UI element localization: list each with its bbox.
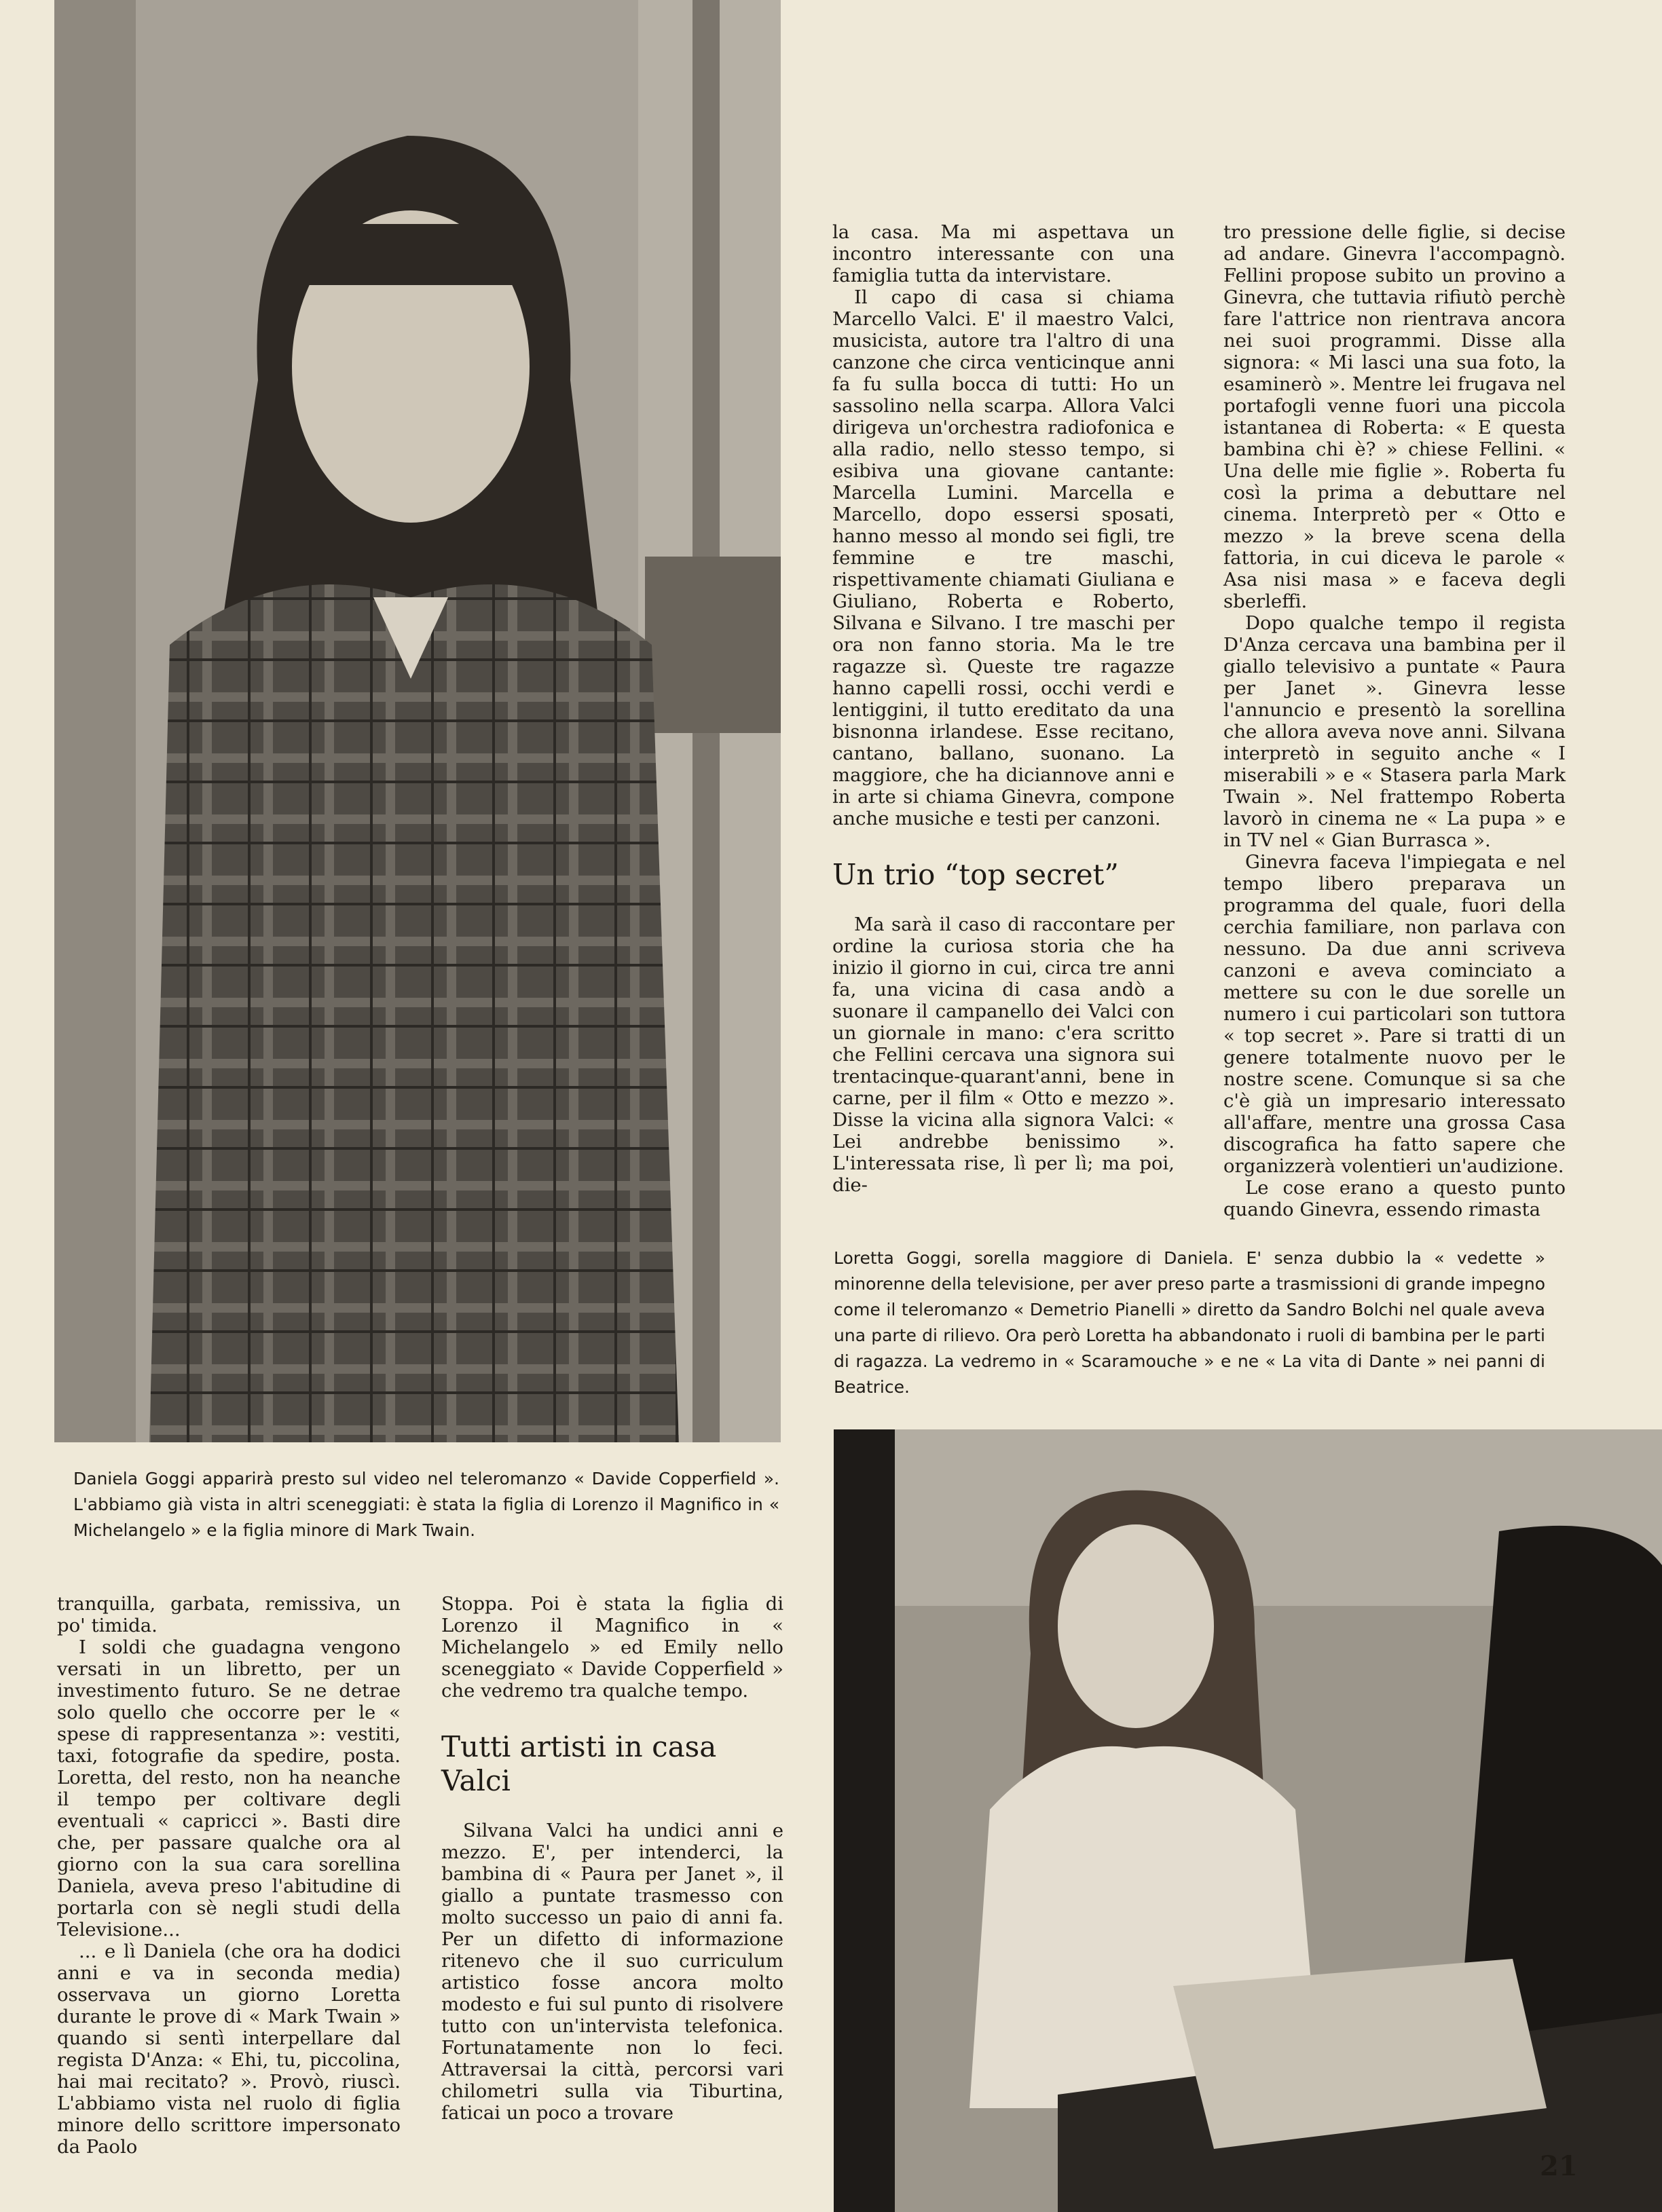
paragraph: Silvana Valci ha undici anni e mezzo. E', per intenderci, la bambina di « Paura per Janet », il giallo a puntate trasmesso con molto successo un paio di anni fa. Per un difetto di informazione ritenevo che il suo curriculum artistico fosse ancora molto modesto e fui sul punto di risolvere tutto con un'intervista telefonica. Fortunatamente non lo feci. Attraversai la città, percorsi vari chilometri sulla via Tiburtina, faticai un poco a trovare [441, 1820, 783, 2124]
article-column-3 [57, 1593, 401, 2158]
photo-caption-loretta: Loretta Goggi, sorella maggiore di Daniela. E' senza dubbio la « vedette » minorenne della televisione, per aver preso parte a trasmissioni di grande impegno come il teleromanzo « Demetrio Pianelli » diretto da Sandro Bolchi nel quale aveva una parte di rilievo. Ora però Loretta ha abbandonato i ruoli di bambina per le parti di ragazza. La vedremo in « Scaramouche » e ne « La vita di Dante » nei panni di Beatrice. [834, 1248, 1545, 1397]
paragraph: ... e lì Daniela (che ora ha dodici anni e va in seconda media) osservava un giorno Loretta durante le prove di « Mark Twain » quando si sentì interpellare dal regista D'Anza: « Ehi, tu, piccolina, hai mai recitato? ». Provò, riuscì. L'abbiamo vista nel ruolo di figlia minore dello scrittore impersonato da Paolo [57, 1941, 401, 2158]
paragraph: Le cose erano a questo punto quando Ginevra, essendo rimasta [1223, 1177, 1566, 1220]
paragraph: I soldi che guadagna vengono versati in un libretto, per un investimento futuro. Se ne detrae solo quello che occorre per le « spese di rappresentanza »: vestiti, taxi, fotografie da spedire, posta. Loretta, del resto, non ha neanche il tempo per coltivare degli eventuali « capricci ». Basti dire che, per passare qualche ora al giorno con la sua cara sorellina Daniela, aveva preso l'abitudine di portarla con sè negli studi della Televisione... [57, 1636, 401, 1941]
paragraph: tranquilla, garbata, remissiva, un po' timida. [57, 1593, 401, 1636]
paragraph: Il capo di casa si chiama Marcello Valci. E' il maestro Valci, musicista, autore tra l'altro di una canzone che circa venticinque anni fa fu sulla bocca di tutti: Ho un sassolino nella scarpa. Allora Valci dirigeva un'orchestra radiofonica e alla radio, nello stesso tempo, si esibiva una giovane cantante: Marcella Lumini. Marcella e Marcello, dopo essersi sposati, hanno messo al mondo sei figli, tre femmine e tre maschi, rispettivamente chiamati Giuliana e Giuliano, Roberta e Roberto, Silvana e Silvano. I tre maschi per ora non fanno storia. Ma le tre ragazze sì. Queste tre ragazze hanno capelli rossi, occhi verdi e lentiggini, il tutto ereditato da una bisnonna irlandese. Esse recitano, cantano, ballano, suonano. La maggiore, che ha diciannove anni e in arte si chiama Ginevra, compone anche musiche e testi per canzoni. [832, 286, 1175, 829]
paragraph: Stoppa. Poi è stata la figlia di Lorenzo il Magnifico in « Michelangelo » ed Emily nello sceneggiato « Davide Copperfield » che vedremo tra qualche tempo. [441, 1593, 783, 1702]
page-number: 21 [1540, 2150, 1578, 2182]
paragraph: la casa. Ma mi aspettava un incontro interessante con una famiglia tutta da intervistare. [832, 221, 1175, 286]
article-column-4 [441, 1593, 783, 2124]
section-heading: Un trio “top secret” [832, 858, 1119, 891]
photo-daniela-goggi [54, 0, 781, 1442]
section-heading: Tutti artisti in casa Valci [441, 1730, 717, 1797]
article-column-2 [1223, 221, 1566, 1220]
paragraph: Ginevra faceva l'impiegata e nel tempo libero preparava un programma del quale, fuori della cerchia familiare, non parlava con nessuno. Da due anni scriveva canzoni e aveva cominciato a mettere su con le due sorelle un numero i cui particolari son tuttora « top secret ». Pare si tratti di un genere totalmente nuovo per le nostre scene. Comunque si sa che c'è già un impresario interessato all'affare, mentre una grossa Casa discografica ha fatto sapere che organizzerà volentieri un'audizione. [1223, 851, 1566, 1177]
paragraph: Dopo qualche tempo il regista D'Anza cercava una bambina per il giallo televisivo a puntate « Paura per Janet ». Ginevra lesse l'annuncio e presentò la sorellina che allora aveva nove anni. Silvana interpretò in seguito anche « I miserabili » e « Stasera parla Mark Twain ». Nel frattempo Roberta lavorò in cinema ne « La pupa » e in TV nel « Gian Burrasca ». [1223, 612, 1566, 851]
article-column-1 [832, 221, 1175, 1196]
paragraph: tro pressione delle figlie, si decise ad andare. Ginevra l'accompagnò. Fellini propose subito un provino a Ginevra, che tuttavia rifiutò perchè fare l'attrice non rientrava ancora nei suoi programmi. Disse alla signora: « Mi lasci una sua foto, la esaminerò ». Mentre lei frugava nel portafogli venne fuori una piccola istantanea di Roberta: « E questa bambina chi è? » chiese Fellini. « Una delle mie figlie ». Roberta fu così la prima a debuttare nel cinema. Interpretò per « Otto e mezzo » la breve scena della fattoria, in cui diceva le parole « Asa nisi masa » e faceva degli sberleffi. [1223, 221, 1566, 612]
photo-caption-daniela: Daniela Goggi apparirà presto sul video nel teleromanzo « Davide Copperfield ». L'abbiamo già vista in altri sceneggiati: è stata la figlia di Lorenzo il Magnifico in « Michelangelo » e la figlia minore di Mark Twain. [73, 1469, 779, 1540]
paragraph: Ma sarà il caso di raccontare per ordine la curiosa storia che ha inizio il giorno in cui, circa tre anni fa, una vicina di casa andò a suonare il campanello dei Valci con un giornale in mano: c'era scritto che Fellini cercava una signora sui trentacinque-quarant'anni, bene in carne, per il film « Otto e mezzo ». Disse la vicina alla signora Valci: « Lei andrebbe benissimo ». L'interessata rise, lì per lì; ma poi, die- [832, 914, 1175, 1196]
photo-loretta-goggi [834, 1429, 1662, 2212]
